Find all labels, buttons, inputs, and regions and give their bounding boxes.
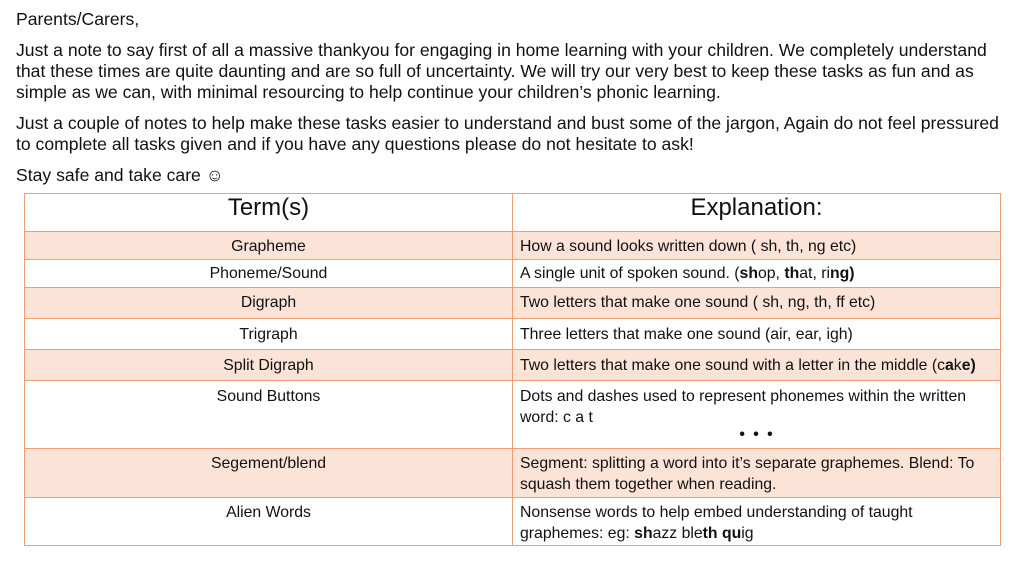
term-cell: Split Digraph [25,350,513,381]
term-cell: Grapheme [25,232,513,260]
signoff: Stay safe and take care ☺ [16,165,224,185]
explanation-cell: Three letters that make one sound (air, ear, igh) [513,319,1001,350]
term-cell: Alien Words [25,498,513,546]
explanation-text: Dots and dashes used to represent phonemes within the written word: c a t [520,388,967,426]
table-header-row [25,194,1001,232]
explanation-cell: How a sound looks written down ( sh, th, ng etc) [513,232,1001,260]
explanation-cell: Two letters that make one sound with a letter in the middle (cake) [513,350,1001,381]
explanation-cell: Two letters that make one sound ( sh, ng, th, ff etc) [513,288,1001,319]
term-cell: Digraph [25,288,513,319]
table-row [25,381,1001,449]
table-row [25,350,1001,381]
terms-table [24,193,1001,546]
term-cell: Sound Buttons [25,381,513,449]
letter [16,9,1006,186]
paragraph-notes: Just a couple of notes to help make these tasks easier to understand and bust some of the jargon, Again do not feel pressured to complete all tasks given and if you have any questions please do not hesitate to ask! [16,113,999,154]
table-row [25,319,1001,350]
table-row [25,260,1001,288]
term-cell: Segement/blend [25,449,513,498]
table-row [25,288,1001,319]
explanation-cell: Nonsense words to help embed understanding of taught graphemes: eg: shazz bleth quig [513,498,1001,546]
table-row [25,232,1001,260]
term-cell: Phoneme/Sound [25,260,513,288]
table-row [25,498,1001,546]
explanation-cell: A single unit of spoken sound. (shop, that, ring) [513,260,1001,288]
term-cell: Trigraph [25,319,513,350]
table-row [25,449,1001,498]
sound-button-dots: • • • [739,426,775,443]
paragraph-intro: Just a note to say first of all a massive thankyou for engaging in home learning with your children. We completely understand that these times are quite daunting and are so full of uncertainty. We will try our very best to keep these tasks as fun and as simple as we can, with minimal resourcing to help continue your children’s phonic learning. [16,40,987,102]
greeting: Parents/Carers, [16,9,140,29]
header-term: Term(s) [25,194,513,232]
explanation-cell [513,381,1001,449]
explanation-cell: Segment: splitting a word into it’s separate graphemes. Blend: To squash them together when reading. [513,449,1001,498]
header-explanation: Explanation: [513,194,1001,232]
